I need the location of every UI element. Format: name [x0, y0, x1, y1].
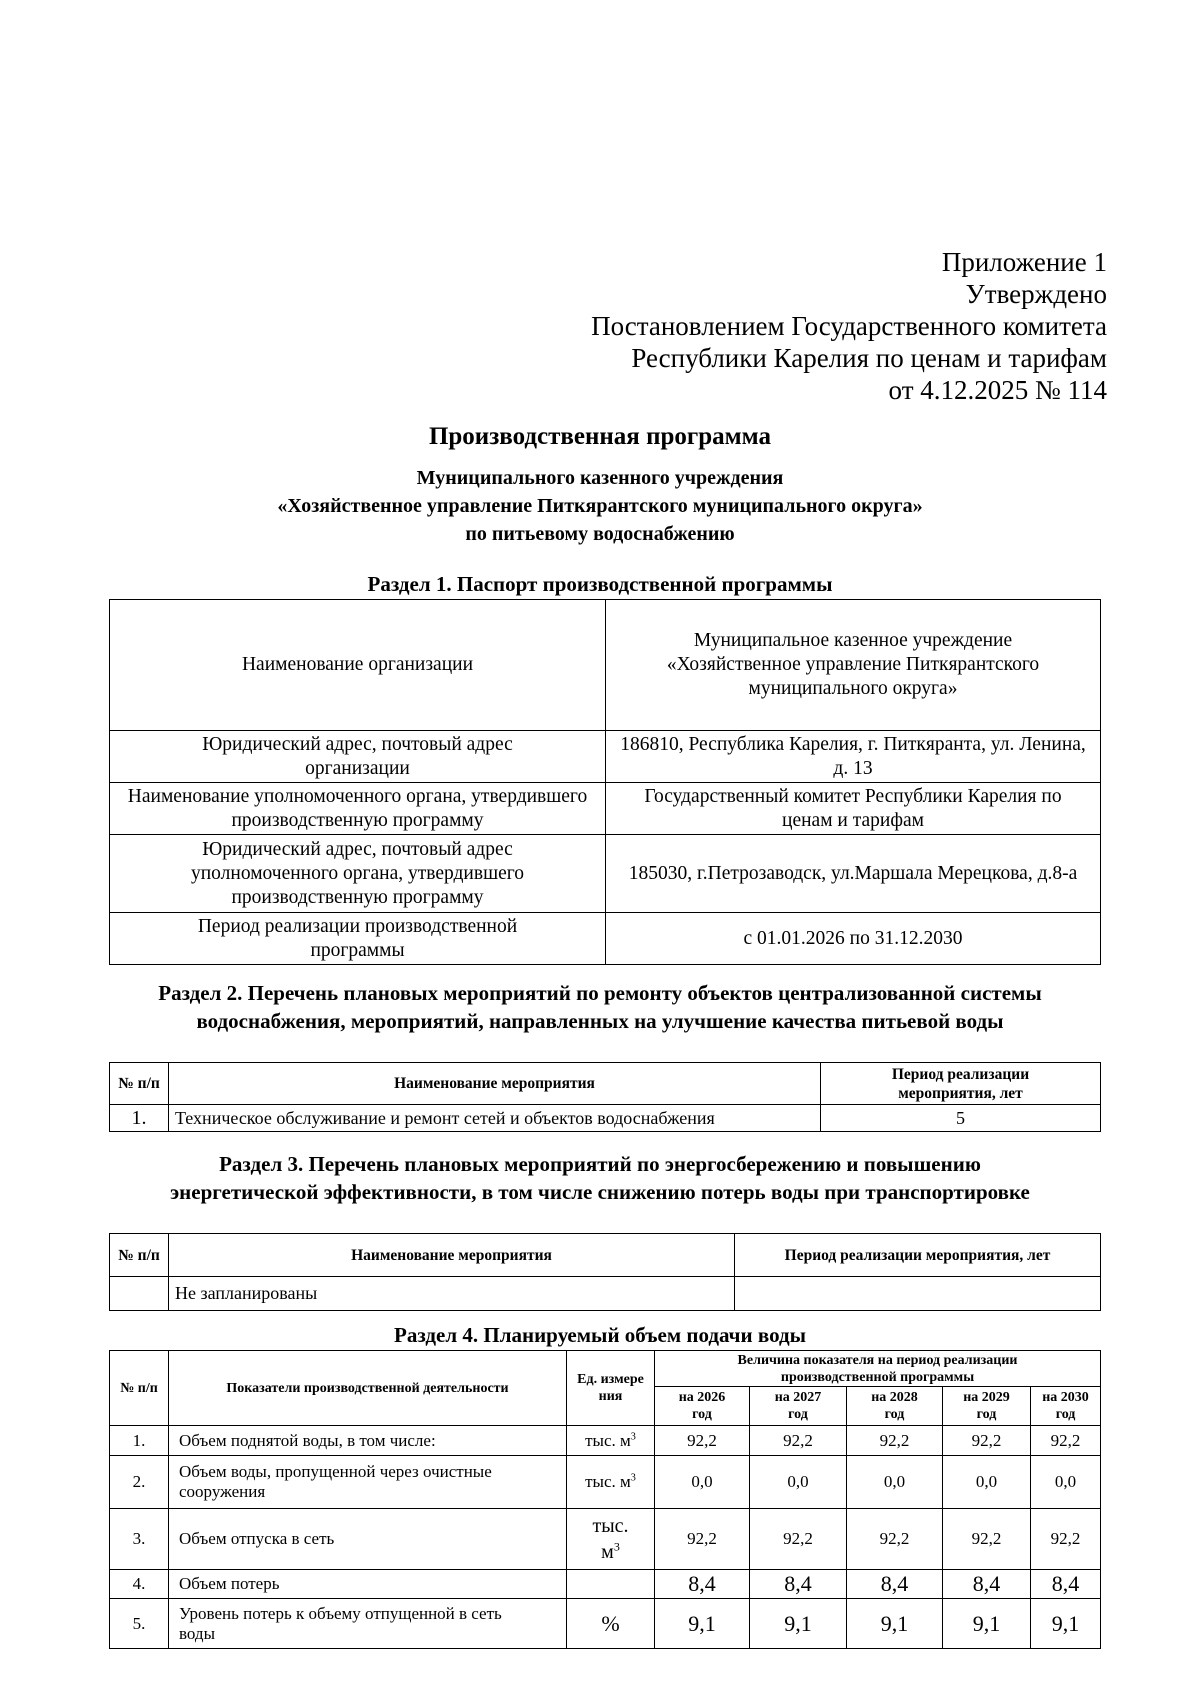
- row-num: 2.: [110, 1456, 169, 1509]
- value-2030: 9,1: [1031, 1599, 1101, 1649]
- value-2030: 92,2: [1031, 1426, 1101, 1456]
- value-2026: 8,4: [655, 1570, 750, 1599]
- column-header-period: Период реализации мероприятия, лет: [735, 1234, 1101, 1277]
- table-row: [110, 1456, 1101, 1509]
- passport-value: 185030, г.Петрозаводск, ул.Маршала Мерецкова, д.8-а: [606, 835, 1101, 913]
- value-2029: 9,1: [943, 1599, 1031, 1649]
- value-2028: 9,1: [847, 1599, 943, 1649]
- value-2027: 9,1: [750, 1599, 847, 1649]
- table-row: [110, 1599, 1101, 1649]
- passport-value: с 01.01.2026 по 31.12.2030: [606, 913, 1101, 965]
- energy-measures-table: [109, 1233, 1101, 1311]
- row-num: 1.: [110, 1105, 169, 1132]
- indicator-unit: тыс. $м^3$: [567, 1509, 655, 1570]
- indicator-name: Объем отпуска в сеть: [169, 1509, 567, 1570]
- table-row: [110, 1509, 1101, 1570]
- row-num: 5.: [110, 1599, 169, 1649]
- column-header-year: на 2026 год: [655, 1387, 750, 1426]
- value-2027: 0,0: [750, 1456, 847, 1509]
- row-num: 4.: [110, 1570, 169, 1599]
- column-header-year: на 2028 год: [847, 1387, 943, 1426]
- column-header-name: Наименование мероприятия: [169, 1234, 735, 1277]
- value-2028: 0,0: [847, 1456, 943, 1509]
- value-2026: 92,2: [655, 1426, 750, 1456]
- value-2026: 9,1: [655, 1599, 750, 1649]
- table-row: [110, 1426, 1101, 1456]
- passport-label: Наименование уполномоченного органа, утвердившего производственную программу: [110, 783, 606, 835]
- passport-value: 186810, Республика Карелия, г. Питкяранта, ул. Ленина, д. 13: [606, 731, 1101, 783]
- section4-title: Раздел 4. Планируемый объем подачи воды: [394, 1323, 806, 1347]
- measure-period: [735, 1277, 1101, 1311]
- subtitle-line-2: «Хозяйственное управление Питкярантского муниципального округа»: [277, 495, 923, 517]
- table-row: [110, 913, 1101, 965]
- table-row: [110, 1105, 1101, 1132]
- value-2029: 8,4: [943, 1570, 1031, 1599]
- water-supply-table: [109, 1350, 1101, 1649]
- indicator-unit: [567, 1570, 655, 1599]
- table-row: [110, 600, 1101, 731]
- row-num: [110, 1277, 169, 1311]
- table-row: [110, 731, 1101, 783]
- column-header-period: Период реализации мероприятия, лет: [821, 1063, 1101, 1105]
- decree-date: от 4.12.2025 № 114: [888, 375, 1107, 405]
- measure-name: Не запланированы: [169, 1277, 735, 1311]
- indicator-unit: тыс. $м^3$: [567, 1456, 655, 1509]
- value-2028: 92,2: [847, 1426, 943, 1456]
- table-row: [110, 835, 1101, 913]
- measure-period: 5: [821, 1105, 1101, 1132]
- passport-table: [109, 599, 1101, 965]
- indicator-name: Уровень потерь к объему отпущенной в сеть воды: [169, 1599, 567, 1649]
- table-header-row: [110, 1063, 1101, 1105]
- table-row: [110, 1277, 1101, 1311]
- value-2030: 0,0: [1031, 1456, 1101, 1509]
- value-2027: 8,4: [750, 1570, 847, 1599]
- value-2026: 92,2: [655, 1509, 750, 1570]
- column-header-year: на 2029 год: [943, 1387, 1031, 1426]
- repair-measures-table: [109, 1062, 1101, 1132]
- column-header-num: № п/п: [110, 1234, 169, 1277]
- section1-title: Раздел 1. Паспорт производственной программы: [367, 572, 833, 596]
- column-header-group: Величина показателя на период реализации производственной программы: [655, 1351, 1101, 1387]
- value-2028: 92,2: [847, 1509, 943, 1570]
- approved-label: Утверждено: [965, 279, 1107, 309]
- decree-line: Постановлением Государственного комитета: [591, 311, 1107, 341]
- value-2026: 0,0: [655, 1456, 750, 1509]
- document-subtitle: [0, 464, 1200, 548]
- column-header-num: № п/п: [110, 1063, 169, 1105]
- value-2029: 92,2: [943, 1509, 1031, 1570]
- row-num: 1.: [110, 1426, 169, 1456]
- column-header-num: № п/п: [110, 1351, 169, 1426]
- approval-block: [407, 246, 1107, 406]
- value-2027: 92,2: [750, 1426, 847, 1456]
- section3-title: Раздел 3. Перечень плановых мероприятий по энергосбережению и повышению энергетической эффективности, в том числе снижению потерь воды при транспортировке: [170, 1152, 1030, 1204]
- passport-label: Период реализации производственной программы: [110, 913, 606, 965]
- column-header-name: Наименование мероприятия: [169, 1063, 821, 1105]
- value-2030: 8,4: [1031, 1570, 1101, 1599]
- value-2028: 8,4: [847, 1570, 943, 1599]
- section2-title: Раздел 2. Перечень плановых мероприятий по ремонту объектов централизованной системы водоснабжения, мероприятий, направленных на улучшение качества питьевой воды: [158, 981, 1042, 1033]
- passport-label: Юридический адрес, почтовый адрес организации: [110, 731, 606, 783]
- indicator-name: Объем потерь: [169, 1570, 567, 1599]
- indicator-unit: %: [567, 1599, 655, 1649]
- committee-line: Республики Карелия по ценам и тарифам: [631, 343, 1107, 373]
- table-row: [110, 783, 1101, 835]
- column-header-indicator: Показатели производственной деятельности: [169, 1351, 567, 1426]
- indicator-name: Объем поднятой воды, в том числе:: [169, 1426, 567, 1456]
- document-title: Производственная программа: [428, 423, 772, 450]
- value-2029: 92,2: [943, 1426, 1031, 1456]
- indicator-name: Объем воды, пропущенной через очистные сооружения: [169, 1456, 567, 1509]
- value-2030: 92,2: [1031, 1509, 1101, 1570]
- appendix-label: Приложение 1: [941, 247, 1107, 277]
- column-header-year: на 2030 год: [1031, 1387, 1101, 1426]
- row-num: 3.: [110, 1509, 169, 1570]
- column-header-unit: Ед. измере ния: [567, 1351, 655, 1426]
- subtitle-line-3: по питьевому водоснабжению: [465, 523, 735, 545]
- table-header-row: [110, 1234, 1101, 1277]
- value-2029: 0,0: [943, 1456, 1031, 1509]
- passport-label: Наименование организации: [110, 600, 606, 731]
- value-2027: 92,2: [750, 1509, 847, 1570]
- passport-value: Государственный комитет Республики Карелия по ценам и тарифам: [606, 783, 1101, 835]
- table-header-row: [110, 1351, 1101, 1387]
- passport-value: Муниципальное казенное учреждение «Хозяйственное управление Питкярантского муниципального округа»: [606, 600, 1101, 731]
- indicator-unit: тыс. $м^3$: [567, 1426, 655, 1456]
- subtitle-line-1: Муниципального казенного учреждения: [416, 467, 784, 489]
- column-header-year: на 2027 год: [750, 1387, 847, 1426]
- measure-name: Техническое обслуживание и ремонт сетей и объектов водоснабжения: [169, 1105, 821, 1132]
- table-row: [110, 1570, 1101, 1599]
- passport-label: Юридический адрес, почтовый адрес уполномоченного органа, утвердившего производственную программу: [110, 835, 606, 913]
